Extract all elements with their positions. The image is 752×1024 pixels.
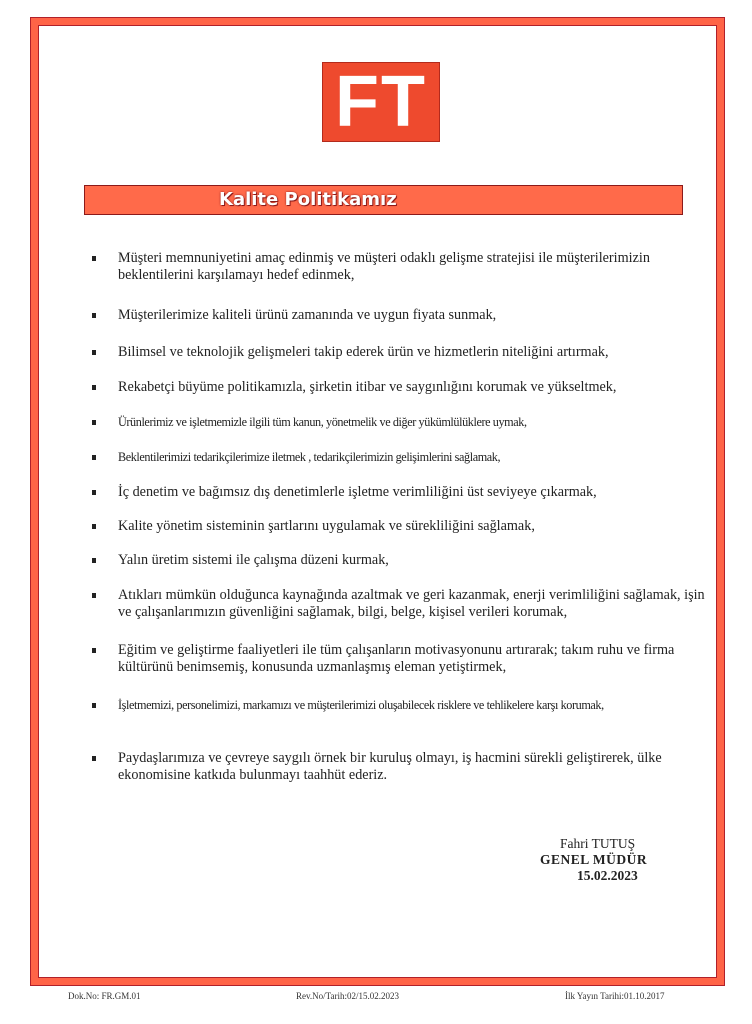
bullet-icon bbox=[92, 385, 96, 390]
footer-first-publish: İlk Yayın Tarihi:01.10.2017 bbox=[565, 991, 665, 1001]
policy-item bbox=[92, 484, 597, 501]
policy-item bbox=[92, 414, 527, 431]
policy-text: Rekabetçi büyüme politikamızla, şirketin itibar ve saygınlığını korumak ve yükseltmek, bbox=[118, 379, 617, 395]
signature-date: 15.02.2023 bbox=[577, 868, 638, 883]
signature-block bbox=[540, 836, 680, 884]
bullet-icon bbox=[92, 313, 96, 318]
bullet-icon bbox=[92, 703, 96, 708]
page-title: Kalite Politikamız bbox=[219, 189, 397, 210]
policy-text: İç denetim ve bağımsız dış denetimlerle işletme verimliliğini üst seviyeye çıkarmak, bbox=[118, 484, 597, 500]
bullet-icon bbox=[92, 558, 96, 563]
policy-item bbox=[92, 587, 718, 621]
bullet-icon bbox=[92, 524, 96, 529]
title-banner bbox=[84, 185, 683, 215]
policy-item bbox=[92, 518, 535, 535]
policy-text: İşletmemizi, personelimizi, markamızı ve müşterilerimizi oluşabilecek risklere ve tehlikelere karşı korumak, bbox=[118, 698, 604, 712]
ft-logo bbox=[322, 62, 440, 142]
policy-text: Yalın üretim sistemi ile çalışma düzeni kurmak, bbox=[118, 552, 389, 568]
footer-revision: Rev.No/Tarih:02/15.02.2023 bbox=[296, 991, 400, 1001]
policy-item bbox=[92, 379, 616, 396]
logo-text: FT bbox=[335, 62, 427, 142]
policy-text: Atıkları mümkün olduğunca kaynağında azaltmak ve geri kazanmak, enerji verimliliğini sağlamak, işin ve çalışanlarımızın güvenliğini sağlamak, bilgi, belge, kişisel verileri korumak, bbox=[118, 587, 705, 620]
policy-text: Bilimsel ve teknolojik gelişmeleri takip ederek ürün ve hizmetlerin niteliğini artırmak, bbox=[118, 344, 609, 360]
policy-text: Müşteri memnuniyetini amaç edinmiş ve müşteri odaklı gelişme stratejisi ile müşterilerimizin beklentilerini karşılamayı hedef edinmek, bbox=[118, 250, 650, 283]
policy-item bbox=[92, 250, 712, 284]
signatory-title: GENEL MÜDÜR bbox=[540, 852, 648, 867]
policy-text: Eğitim ve geliştirme faaliyetleri ile tüm çalışanların motivasyonunu artırarak; takım ruhu ve firma kültürünü benimsemiş, konusunda uzmanlaşmış eleman yetiştirmek, bbox=[118, 642, 675, 675]
policy-item bbox=[92, 307, 496, 324]
signatory-name: Fahri TUTUŞ bbox=[560, 836, 636, 851]
policy-text: Paydaşlarımıza ve çevreye saygılı örnek bir kuruluş olmayı, iş hacmini sürekli geliştirerek, ülke ekonomisine katkıda bulunmayı taahhüt ederiz. bbox=[118, 750, 662, 783]
bullet-icon bbox=[92, 420, 96, 425]
policy-text: Müşterilerimize kaliteli ürünü zamanında ve uygun fiyata sunmak, bbox=[118, 307, 497, 323]
policy-item bbox=[92, 552, 389, 569]
bullet-icon bbox=[92, 256, 96, 261]
bullet-icon bbox=[92, 350, 96, 355]
bullet-icon bbox=[92, 455, 96, 460]
policy-text: Ürünlerimiz ve işletmemizle ilgili tüm kanun, yönetmelik ve diğer yükümlülüklere uymak, bbox=[118, 415, 527, 429]
policy-text: Kalite yönetim sisteminin şartlarını uygulamak ve sürekliliğini sağlamak, bbox=[118, 518, 535, 534]
bullet-icon bbox=[92, 648, 96, 653]
policy-item bbox=[92, 344, 609, 361]
policy-text: Beklentilerimizi tedarikçilerimize iletmek , tedarikçilerimizin gelişimlerini sağlamak, bbox=[118, 450, 501, 464]
policy-item bbox=[92, 750, 733, 784]
policy-item bbox=[92, 642, 718, 676]
policy-item bbox=[92, 449, 500, 466]
footer-doc-no: Dok.No: FR.GM.01 bbox=[68, 991, 141, 1001]
bullet-icon bbox=[92, 593, 96, 598]
bullet-icon bbox=[92, 490, 96, 495]
bullet-icon bbox=[92, 756, 96, 761]
policy-item bbox=[92, 697, 693, 714]
